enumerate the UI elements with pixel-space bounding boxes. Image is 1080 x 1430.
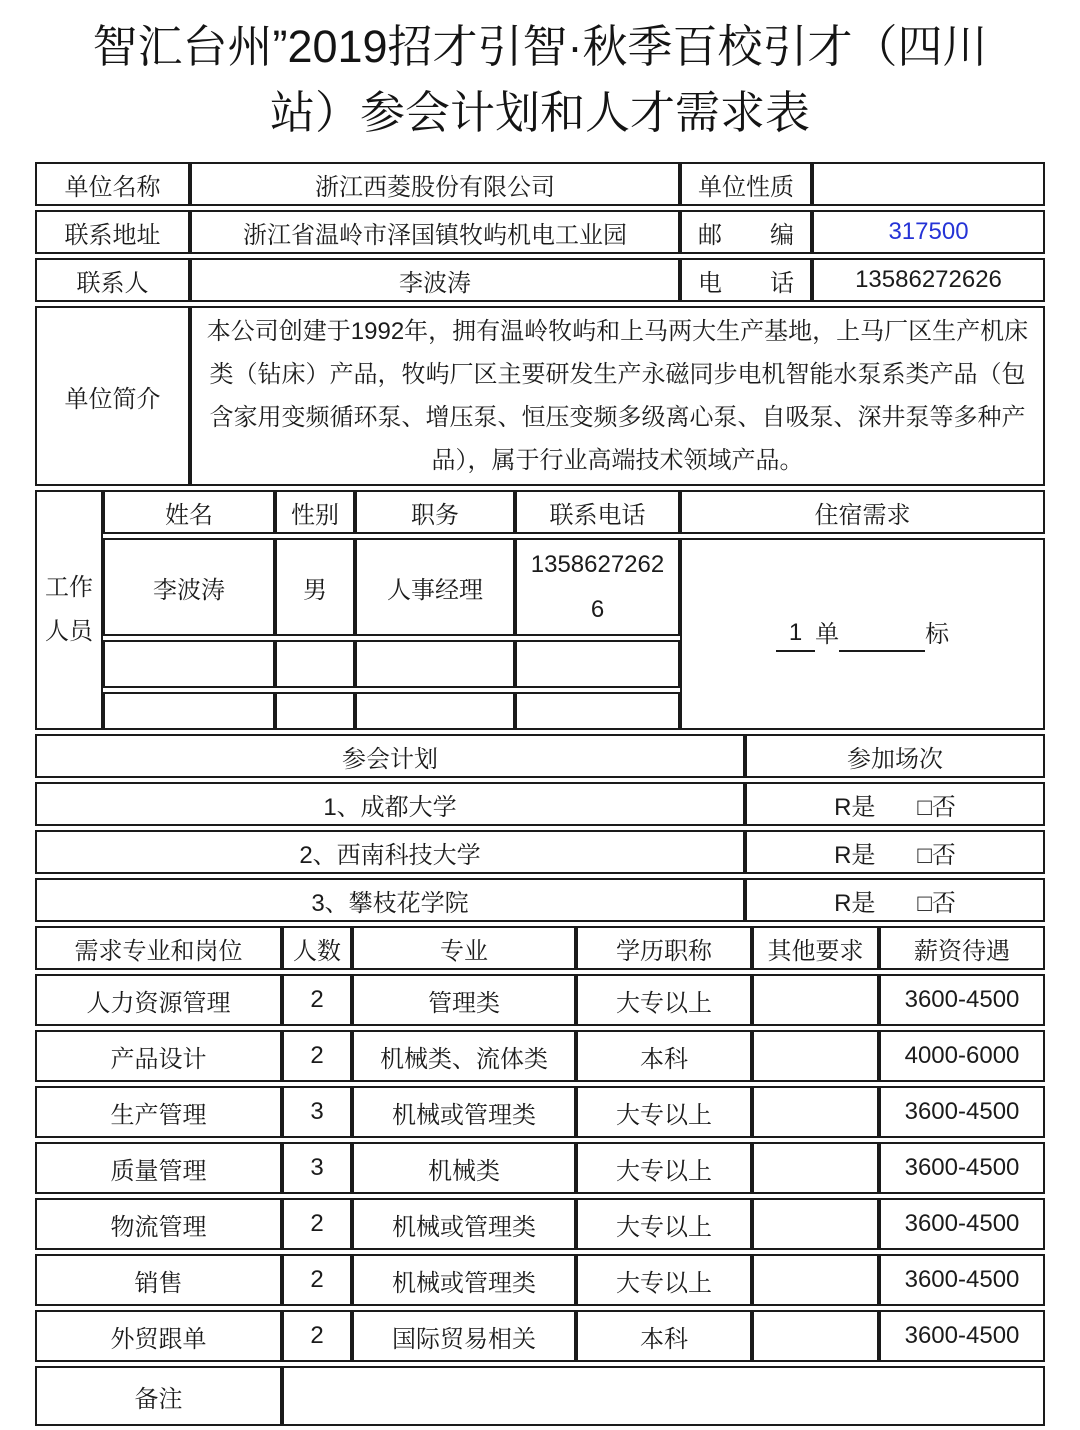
school-cell: 1、成都大学 — [35, 782, 745, 826]
staff-gender-cell — [275, 640, 355, 688]
staff-name-cell: 李波涛 — [103, 538, 275, 636]
unit-name-row — [35, 162, 1045, 206]
job-education-cell: 大专以上 — [576, 1142, 752, 1194]
unit-info-table — [35, 158, 1045, 306]
jobs-header-count: 人数 — [282, 926, 352, 970]
staff-table — [35, 486, 1045, 734]
unit-type-value — [812, 162, 1045, 206]
session-cell — [745, 878, 1045, 922]
job-education-cell: 大专以上 — [576, 974, 752, 1026]
job-count-cell: 2 — [282, 1198, 352, 1250]
jobs-header-position: 需求专业和岗位 — [35, 926, 282, 970]
job-other-cell — [752, 1310, 879, 1362]
lodging-standard-unit: 标 — [925, 621, 950, 648]
job-row — [35, 1030, 1045, 1082]
job-other-cell — [752, 1142, 879, 1194]
contact-address-row — [35, 210, 1045, 254]
job-count-cell: 3 — [282, 1086, 352, 1138]
job-salary-cell: 3600-4500 — [879, 1142, 1045, 1194]
job-row — [35, 1142, 1045, 1194]
job-position-cell: 外贸跟单 — [35, 1310, 282, 1362]
no-checkbox: □否 — [917, 793, 956, 821]
unit-intro-row — [35, 306, 1045, 486]
staff-name-cell — [103, 692, 275, 730]
job-position-cell: 质量管理 — [35, 1142, 282, 1194]
job-salary-cell: 3600-4500 — [879, 1198, 1045, 1250]
job-count-cell: 2 — [282, 1030, 352, 1082]
job-other-cell — [752, 974, 879, 1026]
job-other-cell — [752, 1086, 879, 1138]
unit-name-value: 浙江西菱股份有限公司 — [190, 162, 680, 206]
job-education-cell: 大专以上 — [576, 1086, 752, 1138]
job-salary-cell: 3600-4500 — [879, 1086, 1045, 1138]
session-cell — [745, 782, 1045, 826]
form-title: 智汇台州”2019招才引智·秋季百校引才（四川站）参会计划和人才需求表 — [92, 21, 988, 138]
job-row — [35, 1254, 1045, 1306]
jobs-header-salary: 薪资待遇 — [879, 926, 1045, 970]
job-salary-cell: 3600-4500 — [879, 1310, 1045, 1362]
unit-type-label: 单位性质 — [680, 162, 812, 206]
school-cell: 3、攀枝花学院 — [35, 878, 745, 922]
jobs-header-education: 学历职称 — [576, 926, 752, 970]
jobs-header-major: 专业 — [352, 926, 576, 970]
lodging-need-content — [688, 616, 1037, 652]
job-position-cell: 销售 — [35, 1254, 282, 1306]
remark-row — [35, 1366, 1045, 1426]
remark-value-cell — [282, 1366, 1045, 1426]
contact-person-value: 李波涛 — [190, 258, 680, 302]
job-salary-cell: 3600-4500 — [879, 974, 1045, 1026]
school-cell: 2、西南科技大学 — [35, 830, 745, 874]
job-count-cell: 2 — [282, 1310, 352, 1362]
job-other-cell — [752, 1198, 879, 1250]
job-major-cell: 机械类 — [352, 1142, 576, 1194]
telephone-value: 13586272626 — [812, 258, 1045, 302]
staff-header-gender: 性别 — [275, 490, 355, 534]
staff-position-cell: 人事经理 — [355, 538, 515, 636]
postal-code-label: 邮 编 — [680, 210, 812, 254]
job-major-cell: 机械类、流体类 — [352, 1030, 576, 1082]
participation-row-3 — [35, 878, 1045, 922]
job-other-cell — [752, 1030, 879, 1082]
job-major-cell: 机械或管理类 — [352, 1086, 576, 1138]
staff-position-cell — [355, 640, 515, 688]
participation-header-row — [35, 734, 1045, 778]
staff-header-row — [35, 490, 1045, 534]
plan-header: 参会计划 — [35, 734, 745, 778]
job-count-cell: 3 — [282, 1142, 352, 1194]
job-row — [35, 974, 1045, 1026]
contact-address-value: 浙江省温岭市泽国镇牧屿机电工业园 — [190, 210, 680, 254]
job-row — [35, 1086, 1045, 1138]
session-cell — [745, 830, 1045, 874]
jobs-header-row — [35, 926, 1045, 970]
yes-checkbox: R是 — [834, 889, 876, 917]
staff-gender-cell: 男 — [275, 538, 355, 636]
staff-header-phone: 联系电话 — [515, 490, 680, 534]
job-major-cell: 国际贸易相关 — [352, 1310, 576, 1362]
no-checkbox: □否 — [917, 889, 956, 917]
lodging-need-cell — [680, 538, 1045, 730]
job-education-cell: 本科 — [576, 1030, 752, 1082]
jobs-header-other: 其他要求 — [752, 926, 879, 970]
job-major-cell: 机械或管理类 — [352, 1254, 576, 1306]
job-education-cell: 大专以上 — [576, 1254, 752, 1306]
job-education-cell: 大专以上 — [576, 1198, 752, 1250]
job-row — [35, 1310, 1045, 1362]
participation-row-1 — [35, 782, 1045, 826]
job-other-cell — [752, 1254, 879, 1306]
staff-phone-cell — [515, 640, 680, 688]
staff-phone-cell — [515, 538, 680, 636]
unit-intro-label: 单位简介 — [35, 306, 190, 486]
telephone-label: 电 话 — [680, 258, 812, 302]
staff-phone-cell — [515, 692, 680, 730]
job-major-cell: 管理类 — [352, 974, 576, 1026]
contact-address-label: 联系地址 — [35, 210, 190, 254]
contact-person-label: 联系人 — [35, 258, 190, 302]
session-header: 参加场次 — [745, 734, 1045, 778]
job-count-cell: 2 — [282, 974, 352, 1026]
participation-table — [35, 730, 1045, 926]
job-position-cell: 物流管理 — [35, 1198, 282, 1250]
contact-person-row — [35, 258, 1045, 302]
jobs-table — [35, 922, 1045, 1430]
yes-checkbox: R是 — [834, 793, 876, 821]
yes-checkbox: R是 — [834, 841, 876, 869]
staff-row-1 — [35, 538, 1045, 636]
staff-group-label: 工作人员 — [35, 490, 103, 730]
job-row — [35, 1198, 1045, 1250]
remark-label-cell: 备注 — [35, 1366, 282, 1426]
lodging-blank-underline — [839, 618, 925, 652]
no-checkbox: □否 — [917, 841, 956, 869]
job-major-cell: 机械或管理类 — [352, 1198, 576, 1250]
staff-header-lodging: 住宿需求 — [680, 490, 1045, 534]
staff-header-name: 姓名 — [103, 490, 275, 534]
job-position-cell: 人力资源管理 — [35, 974, 282, 1026]
staff-position-cell — [355, 692, 515, 730]
postal-code-value: 317500 — [812, 210, 1045, 254]
lodging-single-count: 1 — [776, 616, 815, 652]
unit-name-label: 单位名称 — [35, 162, 190, 206]
lodging-single-unit: 单 — [815, 621, 840, 648]
staff-header-position: 职务 — [355, 490, 515, 534]
participation-row-2 — [35, 830, 1045, 874]
job-position-cell: 生产管理 — [35, 1086, 282, 1138]
job-salary-cell: 4000-6000 — [879, 1030, 1045, 1082]
job-salary-cell: 3600-4500 — [879, 1254, 1045, 1306]
job-education-cell: 本科 — [576, 1310, 752, 1362]
job-count-cell: 2 — [282, 1254, 352, 1306]
staff-name-cell — [103, 640, 275, 688]
job-position-cell: 产品设计 — [35, 1030, 282, 1082]
staff-phone-value: 13586272626 — [530, 551, 665, 623]
unit-intro-table — [35, 302, 1045, 490]
unit-intro-text: 本公司创建于1992年，拥有温岭牧屿和上马两大生产基地，上马厂区生产机床类（钻床）产品，牧屿厂区主要研发生产永磁同步电机智能水泵系类产品（包含家用变频循环泵、增压泵、恒压变频多级离心泵、自吸泵、深井泵等多种产品），属于行业高端技术领域产品。 — [190, 306, 1045, 486]
staff-gender-cell — [275, 692, 355, 730]
